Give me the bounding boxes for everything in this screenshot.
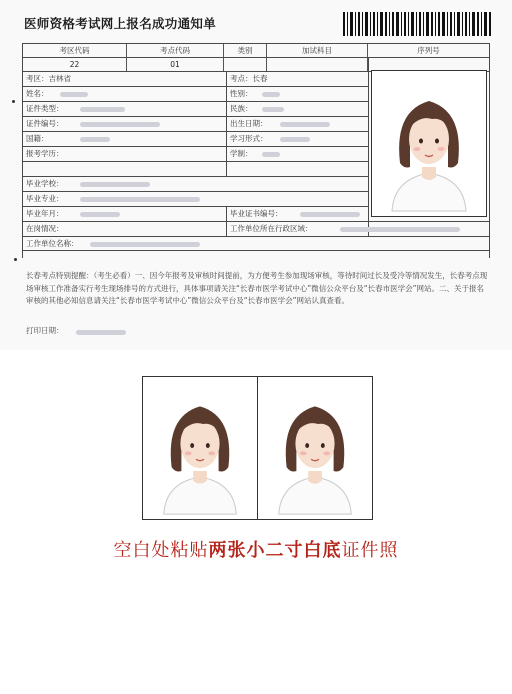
label-birth-date: 出生日期： xyxy=(230,119,268,128)
redacted-value xyxy=(262,107,284,112)
label-name: 姓名： xyxy=(26,89,49,98)
label-job-status: 在岗情况： xyxy=(26,224,64,233)
redacted-value xyxy=(80,137,110,142)
header-serial-no: 序列号 xyxy=(417,46,440,55)
label-exam-site: 考点： xyxy=(230,74,253,83)
redacted-value xyxy=(80,212,120,217)
caption-part-2-emphasis: 两张小二寸白底 xyxy=(208,540,342,561)
label-grad-cert-no: 毕业证书编号： xyxy=(230,209,283,218)
redacted-value xyxy=(340,227,460,232)
label-id-type: 证件类型： xyxy=(26,104,64,113)
value-exam-area-code: 22 xyxy=(23,58,127,71)
header-extra-subject: 加试科目 xyxy=(267,44,368,57)
print-date-label: 打印日期： xyxy=(26,326,64,335)
label-employer: 工作单位名称： xyxy=(26,239,79,248)
redacted-value xyxy=(280,122,330,127)
label-degree: 报考学历： xyxy=(26,149,64,158)
redacted-value xyxy=(76,330,126,335)
barcode-icon xyxy=(343,12,491,36)
margin-dot xyxy=(14,258,17,261)
value-exam-site-code: 01 xyxy=(127,58,224,71)
value-exam-site: 长春 xyxy=(252,74,268,83)
label-ethnicity: 民族： xyxy=(230,104,253,113)
label-major: 毕业专业： xyxy=(26,194,64,203)
redacted-value xyxy=(262,152,280,157)
value-extra-subject xyxy=(267,58,368,71)
value-exam-area: 吉林省 xyxy=(48,74,71,83)
header-exam-area-code: 考区代码 xyxy=(23,44,127,57)
label-exam-area: 考区： xyxy=(26,74,49,83)
header-category: 类别 xyxy=(224,44,267,57)
value-category xyxy=(224,58,267,71)
portrait-illustration xyxy=(372,71,486,216)
label-grad-year: 毕业年月： xyxy=(26,209,64,218)
redacted-value xyxy=(80,182,150,187)
pasted-photo-1 xyxy=(142,376,258,520)
redacted-value xyxy=(80,122,160,127)
photo-instruction-caption xyxy=(0,536,512,562)
redacted-value xyxy=(80,197,200,202)
margin-dot xyxy=(12,100,15,103)
id-photo xyxy=(371,70,487,217)
document-title: 医师资格考试网上报名成功通知单 xyxy=(24,16,217,31)
label-nationality: 国籍： xyxy=(26,134,49,143)
caption-part-1: 空白处粘贴 xyxy=(113,540,209,561)
label-study-form: 学习形式： xyxy=(230,134,268,143)
caption-part-3: 证件照 xyxy=(341,540,399,561)
label-school-system: 学制： xyxy=(230,149,253,158)
pasted-photo-2 xyxy=(257,376,373,520)
label-id-no: 证件编号： xyxy=(26,119,64,128)
label-work-district: 工作单位所在行政区域： xyxy=(230,224,313,233)
redacted-value xyxy=(60,92,88,97)
redacted-value xyxy=(280,137,310,142)
redacted-value xyxy=(80,107,125,112)
redacted-value xyxy=(262,92,280,97)
redacted-value xyxy=(90,242,200,247)
label-school: 毕业学校： xyxy=(26,179,64,188)
label-gender: 性别： xyxy=(230,89,253,98)
portrait-illustration xyxy=(258,377,372,519)
redacted-value xyxy=(300,212,360,217)
header-exam-site-code: 考点代码 xyxy=(127,44,224,57)
exam-notice: 长春考点特别提醒：（考生必看）一、因今年报考及审核时间提前，为方便考生参加现场审核，等待时间过长及受冷等情况发生，长春考点现场审核工作准备实行考生现场排号的方式进行，具体事项请关注“长春市医学考试中心”微信公众平台及“长春市医学会”网站。二、关于报名审核的其他必知信息请关注“长春市医学考试中心”微信公众平台及“长春市医学会”网站认真查看。 xyxy=(26,271,488,305)
portrait-illustration xyxy=(143,377,257,519)
